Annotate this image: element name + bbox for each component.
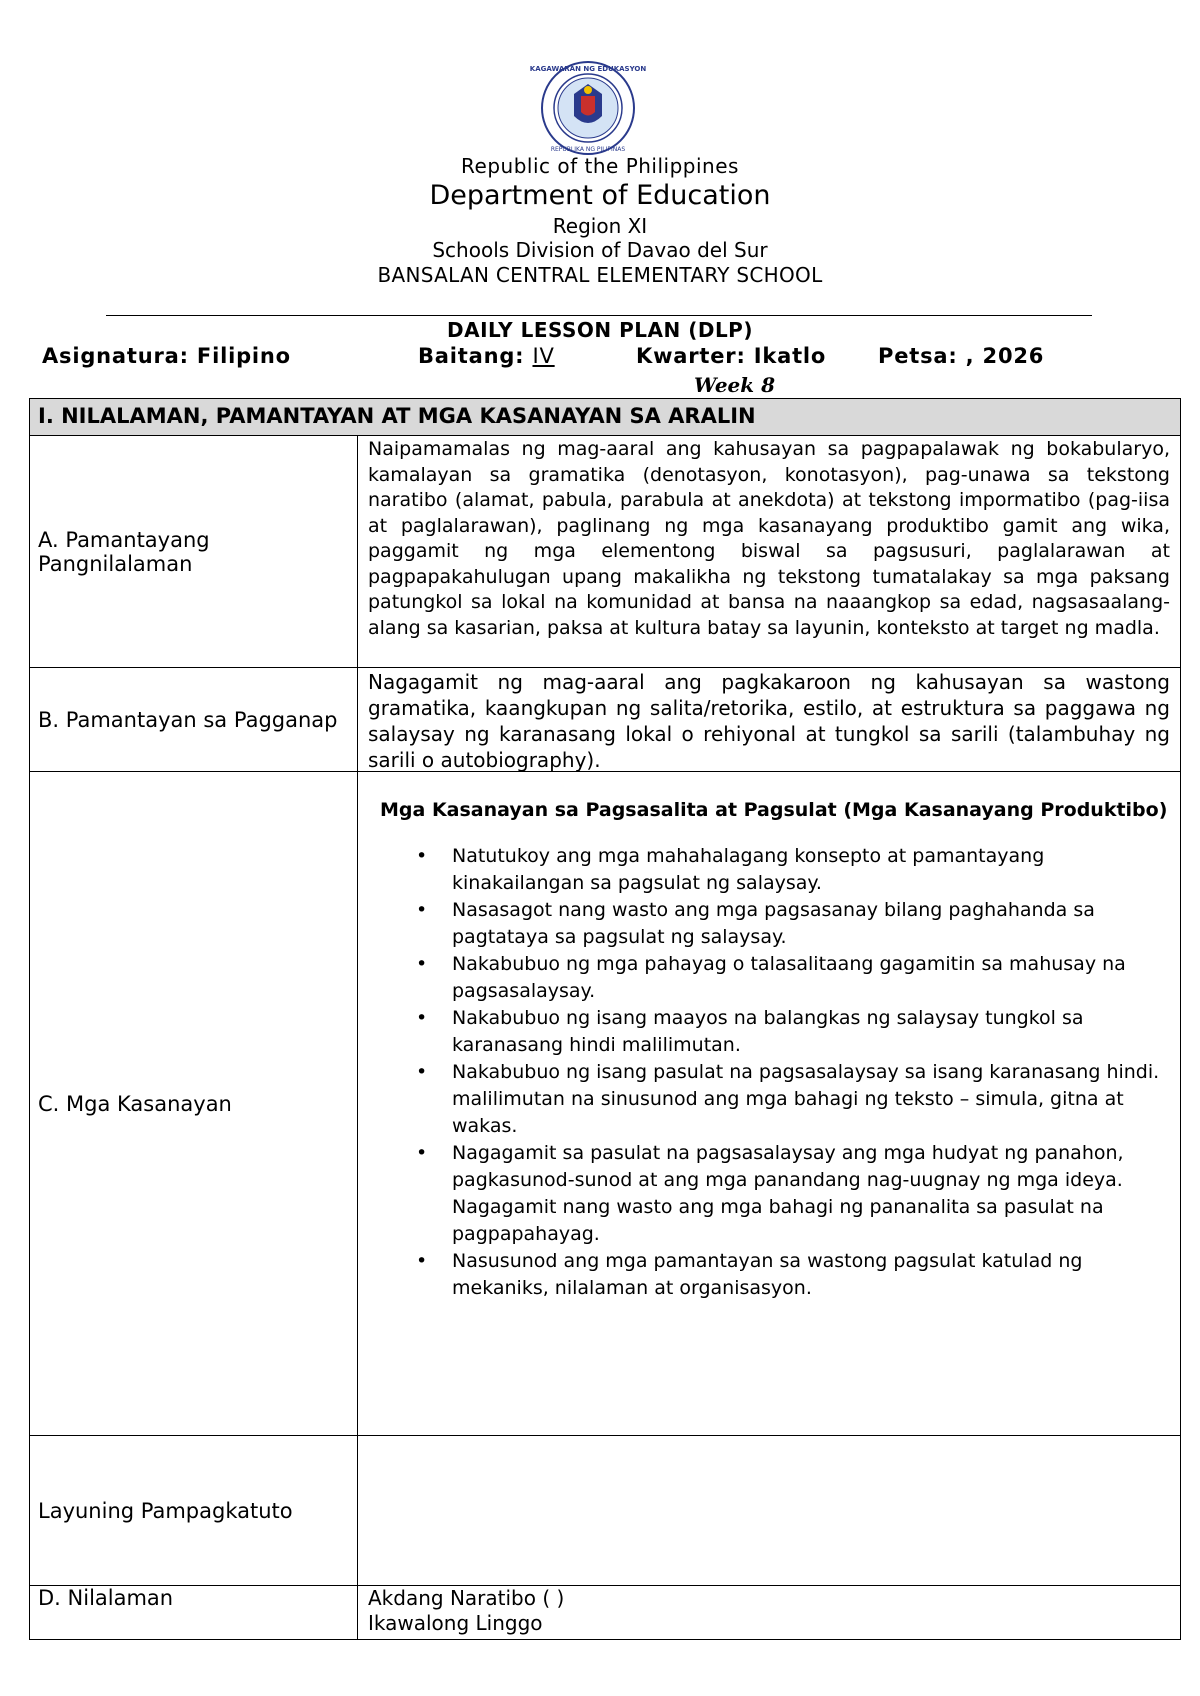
lesson-table — [29, 398, 1181, 1640]
row-label: B. Pamantayan sa Pagganap — [30, 668, 358, 771]
date-label: Petsa: , 2026 — [878, 344, 1045, 368]
section-header: I. NILALAMAN, PAMANTAYAN AT MGA KASANAYAN SA ARALIN — [30, 399, 1180, 435]
content-line: Ikawalong Linggo — [368, 1611, 543, 1635]
list-item: • Nasusunod ang mga pamantayan sa wastong pagsulat katulad ng mekaniks, nilalaman at organisasyon. — [452, 1248, 1180, 1302]
list-item: • Nakabubuo ng isang pasulat na pagsasalaysay sa isang karanasang hindi. — [452, 1059, 1180, 1086]
content-line: Akdang Naratibo ( ) — [368, 1586, 565, 1610]
row-content — [358, 1586, 1180, 1639]
header-region: Region XI — [552, 214, 648, 238]
header-republic: Republic of the Philippines — [461, 154, 739, 178]
row-nilalaman — [30, 1585, 1180, 1639]
list-item: • Nagagamit sa pasulat na pagsasalaysay ang mga hudyat ng panahon, pagkasunod-sunod at ang mga panandang nag-uugnay ng mga ideya. — [452, 1140, 1180, 1194]
list-item: • Natutukoy ang mga mahahalagang konsepto at pamantayang kinakailangan sa pagsulat ng salaysay. — [452, 843, 1180, 897]
list-item: malilimutan na sinusunod ang mga bahagi ng teksto – simula, gitna at wakas. — [452, 1088, 1124, 1137]
row-content: Nagagamit ng mag-aaral ang pagkakaroon ng kahusayan sa wastong gramatika, kaangkupan ng salita/retorika, estilo, at estruktura sa paggawa ng salaysay ng karanasang lokal o rehiyonal at tungkol sa sarili (talambuhay ng sarili o autobiography). — [368, 670, 1170, 772]
svg-text:KAGAWARAN NG EDUKASYON: KAGAWARAN NG EDUKASYON — [529, 65, 647, 73]
row-label: D. Nilalaman — [30, 1586, 358, 1639]
header-department: Department of Education — [429, 180, 771, 211]
skills-list — [358, 843, 1180, 1302]
skills-heading: Mga Kasanayan sa Pagsasalita at Pagsulat (Mga Kasanayang Produktibo) — [380, 799, 1168, 821]
list-item: • Nakabubuo ng mga pahayag o talasalitaang gagamitin sa mahusay na pagsasalaysay. — [452, 951, 1180, 1005]
grade-value: IV — [532, 344, 555, 368]
grade-label: Baitang: — [418, 344, 533, 368]
header-divider — [106, 315, 1092, 316]
row-label: C. Mga Kasanayan — [30, 772, 358, 1435]
plan-title: DAILY LESSON PLAN (DLP) — [447, 318, 753, 342]
header-school: BANSALAN CENTRAL ELEMENTARY SCHOOL — [377, 263, 823, 287]
row-mga-kasanayan — [30, 771, 1180, 1435]
row-pamantayan-sa-pagganap — [30, 667, 1180, 771]
row-layuning-pampagkatuto — [30, 1435, 1180, 1585]
row-pamantayang-pangnilalaman — [30, 435, 1180, 667]
subject-label: Asignatura: Filipino — [42, 344, 291, 368]
list-item: • Nakabubuo ng isang maayos na balangkas ng salaysay tungkol sa karanasang hindi malilimutan. — [452, 1005, 1180, 1059]
row-content — [358, 1436, 1180, 1585]
list-item: Nagagamit nang wasto ang mga bahagi ng pananalita sa pasulat na pagpapahayag. — [452, 1196, 1104, 1245]
row-content: Naipamamalas ng mag-aaral ang kahusayan sa pagpapalawak ng bokabularyo, kamalayan sa gramatika (denotasyon, konotasyon), pag-unawa sa tekstong naratibo (alamat, pabula, parabula at anekdota) at tekstong impormatibo (pag-iisa at paglalarawan), paglinang ng mga kasanayang produktibo gamit ang wika, paggamit ng mga elementong biswal sa pagsusuri, paglalarawan at pagpapakahulugan upang makalikha ng tekstong tumatalakay sa mga paksang patungkol sa lokal na komunidad at bansa na naaangkop sa edad, nagsasaalang-alang sa kasarian, paksa at kultura batay sa layunin, konteksto at target ng madla. — [368, 438, 1170, 639]
svg-text:REPUBLIKA NG PILIPINAS: REPUBLIKA NG PILIPINAS — [550, 146, 626, 153]
row-label: Layuning Pampagkatuto — [30, 1436, 358, 1585]
row-content — [358, 772, 1180, 1435]
quarter-label: Kwarter: Ikatlo — [636, 344, 827, 368]
header-division: Schools Division of Davao del Sur — [432, 238, 768, 262]
list-item: • Nasasagot nang wasto ang mga pagsasanay bilang paghahanda sa pagtataya sa pagsulat ng salaysay. — [452, 897, 1180, 951]
grade-field — [418, 344, 555, 368]
week-label: Week 8 — [694, 373, 776, 397]
row-label: A. Pamantayang Pangnilalaman — [30, 436, 358, 667]
deped-seal-icon — [529, 60, 647, 156]
